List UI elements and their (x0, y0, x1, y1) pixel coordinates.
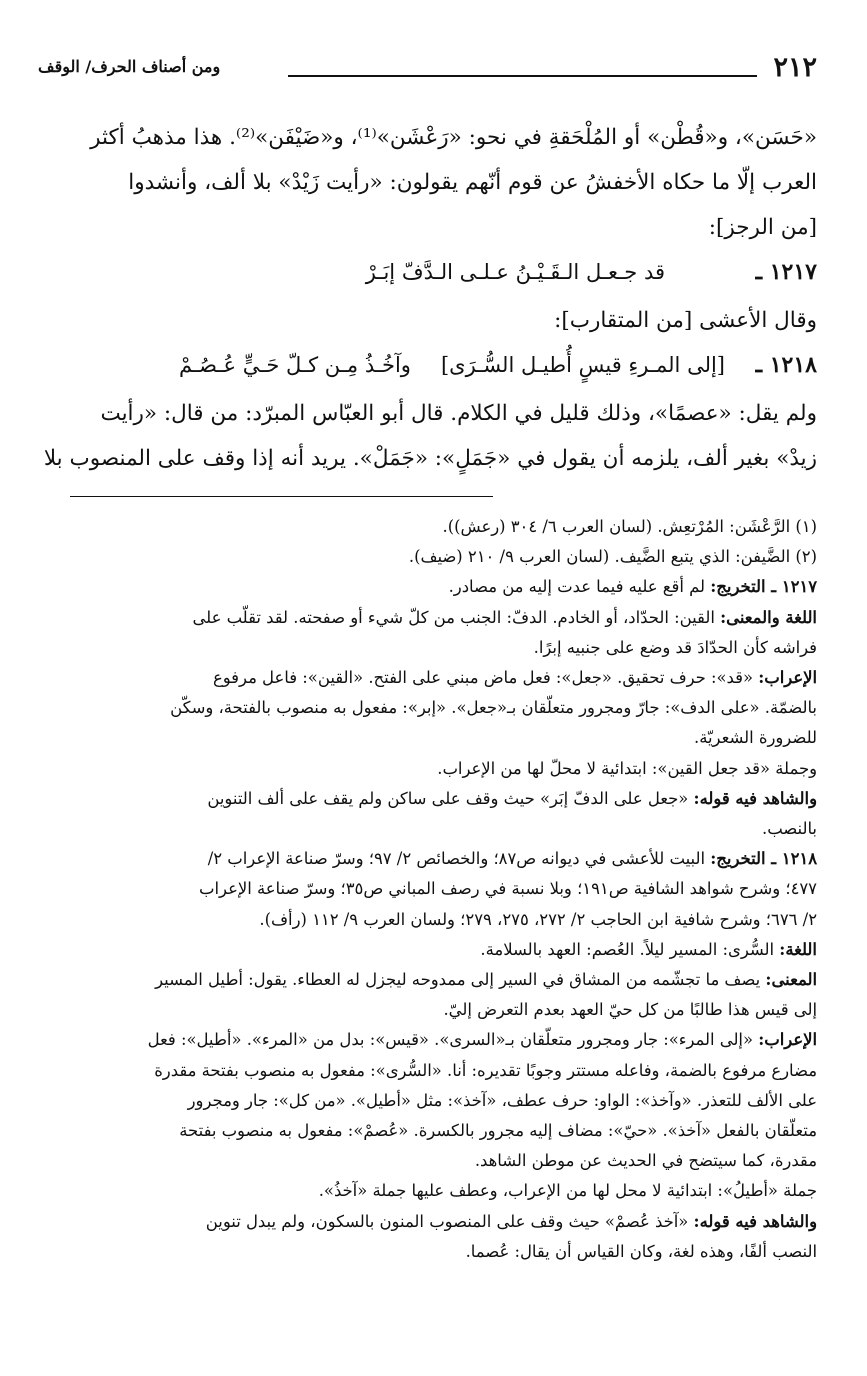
page-header (38, 52, 817, 86)
footnote-label: والشاهد فيه قوله: (693, 1211, 817, 1231)
text-line: «حَسَن»، و«قُطْن» أو المُلْحَقةِ في نحو: «رَعْشَن»⁽¹⁾، و«ضَيْفَن»⁽²⁾. هذا مذهبُ أكثر (90, 125, 817, 150)
verse-hemistich-first: [إلى المـرءِ قيسٍ أُطيـل السُّـرَى] (440, 353, 725, 377)
footnote-line (38, 784, 817, 814)
footnote-label: والشاهد فيه قوله: (693, 788, 817, 808)
footnote-line (38, 754, 817, 784)
footnote-text: «آخذ عُصمْ» حيث وقف على المنصوب المنون بالسكون، ولم يبدل تنوين (205, 1211, 689, 1231)
footnote-text: (٢) الضَّيفن: الذي يتبع الضَّيف. (لسان العرب ٩/ ٢١٠ (ضيف). (408, 547, 817, 567)
footnote-label: ١٢١٨ ـ التخريج: (710, 849, 817, 869)
running-title: ومن أصناف الحرف/ الوقف (38, 57, 221, 76)
footnote-label: الإعراب: (758, 668, 817, 688)
footnote-line (38, 874, 817, 904)
footnote-text: على الألف للتعذر. «وآخذ»: الواو: حرف عطف، «آخذ»: مثل «أطيل». «من كل»: جار ومجرور (187, 1090, 817, 1110)
footnote-text: «قد»: حرف تحقيق. «جعل»: فعل ماض مبني على الفتح. «القين»: فاعل مرفوع (212, 668, 754, 688)
footnote-text: (١) الرَّعْشَن: المُرْتعِش. (لسان العرب ٦/ ٣٠٤ (رعش)). (442, 517, 817, 536)
text-line: ولم يقل: «عصمًا»، وذلك قليل في الكلام. قال أبو العبّاس المبرّد: من قال: «رأيت (100, 401, 817, 426)
main-text (38, 115, 817, 481)
footnote-line (38, 1146, 817, 1176)
verse-number: ١٢١٧ ـ (755, 259, 817, 285)
footnote-text: إلى قيس هذا طالبًا من كل حيّ العهد بعدم التعرض إليّ. (443, 1000, 817, 1020)
footnote-text: مقدرة، كما سيتضح في الحديث عن موطن الشاهد. (474, 1151, 817, 1171)
footnote-text: وجملة «قد جعل القين»: ابتدائية لا محلّ لها من الإعراب. (437, 758, 817, 778)
footnote-text: القين: الحدّاد، أو الخادم. الدفّ: الجنب من كلّ شيء أو صفحته. لقد تقلّب على (192, 607, 715, 627)
footnote-line (38, 844, 817, 874)
footnote-separator (70, 496, 493, 497)
footnote-text: ٢/ ٦٧٦؛ وشرح شافية ابن الحاجب ٢/ ٢٧٢، ٢٧٥، ٢٧٩؛ ولسان العرب ٩/ ١١٢ (رأف). (259, 909, 817, 929)
footnote-line (38, 1207, 817, 1237)
text-line: زيدْ» بغير ألف، يلزمه أن يقول في «جَمَلٍ»: «جَمَلْ». يريد أنه إذا وقف على المنصوب بلا (43, 446, 817, 471)
footnote-label: اللغة: (779, 939, 817, 959)
footnote-line (38, 723, 817, 753)
footnote-text: «جعل على الدفّ إبَر» حيث وقف على ساكن ولم يقف على ألف التنوين (207, 788, 689, 808)
footnote-text: بالنصب. (761, 819, 817, 839)
verse-number: ١٢١٨ ـ (755, 352, 817, 378)
verse-text: قد جـعـل الـقَـيْـنُ عـلـى الـدَّفّ إبَـرْ (365, 260, 665, 284)
footnote-line (38, 995, 817, 1025)
text-line: [من الرجز]: (708, 215, 817, 240)
footnote-line (38, 603, 817, 633)
footnote-text: السُّرى: المسير ليلاً. العُصم: العهد بالسلامة. (480, 939, 775, 959)
footnote-text: مضارع مرفوع بالضمة، وفاعله مستتر وجوبًا تقديره: أنا. «السُّرى»: مفعول به منصوب بفتحة مقدرة (154, 1060, 817, 1080)
footnote-label: الإعراب: (758, 1030, 817, 1050)
footnote-label: ١٢١٧ ـ التخريج: (710, 577, 817, 597)
footnote-line (38, 693, 817, 723)
footnote-text: «إلى المرء»: جار ومجرور متعلّقان بـ«السرى». «قيس»: بدل من «المرء». «أطيل»: فعل (147, 1030, 754, 1050)
footnote-line (38, 1116, 817, 1146)
header-rule (288, 75, 757, 77)
footnote-text: النصب ألفًا، وهذه لغة، وكان القياس أن يقال: عُصما. (465, 1241, 817, 1261)
footnote-text: متعلّقان بالفعل «آخذ». «حيّ»: مضاف إليه مجرور بالكسرة. «عُصمْ»: مفعول به منصوب بفتحة (179, 1121, 817, 1141)
footnote-line (38, 663, 817, 693)
footnote-text: يصف ما تجشّمه من المشاق في السير إلى ممدوحه ليجزل له العطاء. يقول: أطيل المسير (155, 970, 761, 990)
footnote-text: بالضمّة. «على الدف»: جارّ ومجرور متعلّقان بـ«جعل». «إبر»: مفعول به منصوب بالفتحة، وسكّن (170, 698, 817, 718)
verse-1218 (38, 343, 817, 391)
footnote-line (38, 965, 817, 995)
verse-intro: وقال الأعشى [من المتقارب]: (554, 308, 817, 333)
footnote-line (38, 512, 817, 542)
footnote-text: ٤٧٧؛ وشرح شواهد الشافية ص١٩١؛ وبلا نسبة في رصف المباني ص٣٥؛ وسرّ صناعة الإعراب (199, 879, 817, 899)
text-line: العرب إلّا ما حكاه الأخفشُ عن قوم أنّهم يقولون: «رأيت زَيْدْ» بلا ألف، وأنشدوا (128, 170, 817, 195)
footnote-text: البيت للأعشى في ديوانه ص٨٧؛ والخصائص ٢/ ٩٧؛ وسرّ صناعة الإعراب ٢/ (207, 849, 706, 869)
page-number: ٢١٢ (773, 52, 817, 83)
verse-hemistich-second: وآخُـذُ مِـن كـلّ حَـيٍّ عُـصُـمْ (179, 353, 411, 377)
footnote-text: جملة «أطيلُ»: ابتدائية لا محل لها من الإعراب، وعطف عليها جملة «آخذُ». (318, 1181, 817, 1201)
footnotes (38, 512, 817, 1267)
footnote-line (38, 905, 817, 935)
footnote-line (38, 814, 817, 844)
footnote-text: للضرورة الشعريّة. (694, 728, 817, 748)
footnote-line (38, 1176, 817, 1206)
footnote-line (38, 633, 817, 663)
footnote-text: لم أقع عليه فيما عدت إليه من مصادر. (448, 577, 706, 597)
verse-1217 (38, 250, 817, 298)
footnote-line (38, 1237, 817, 1267)
footnote-line (38, 542, 817, 572)
footnote-line (38, 1086, 817, 1116)
footnote-line (38, 935, 817, 965)
footnote-line (38, 1025, 817, 1055)
footnote-label: المعنى: (765, 970, 817, 990)
footnote-text: فراشه كأن الحدّادَ قد وضع على جنبيه إبرًا. (533, 637, 817, 657)
footnote-label: اللغة والمعنى: (720, 607, 817, 627)
footnote-line (38, 572, 817, 602)
footnote-line (38, 1056, 817, 1086)
